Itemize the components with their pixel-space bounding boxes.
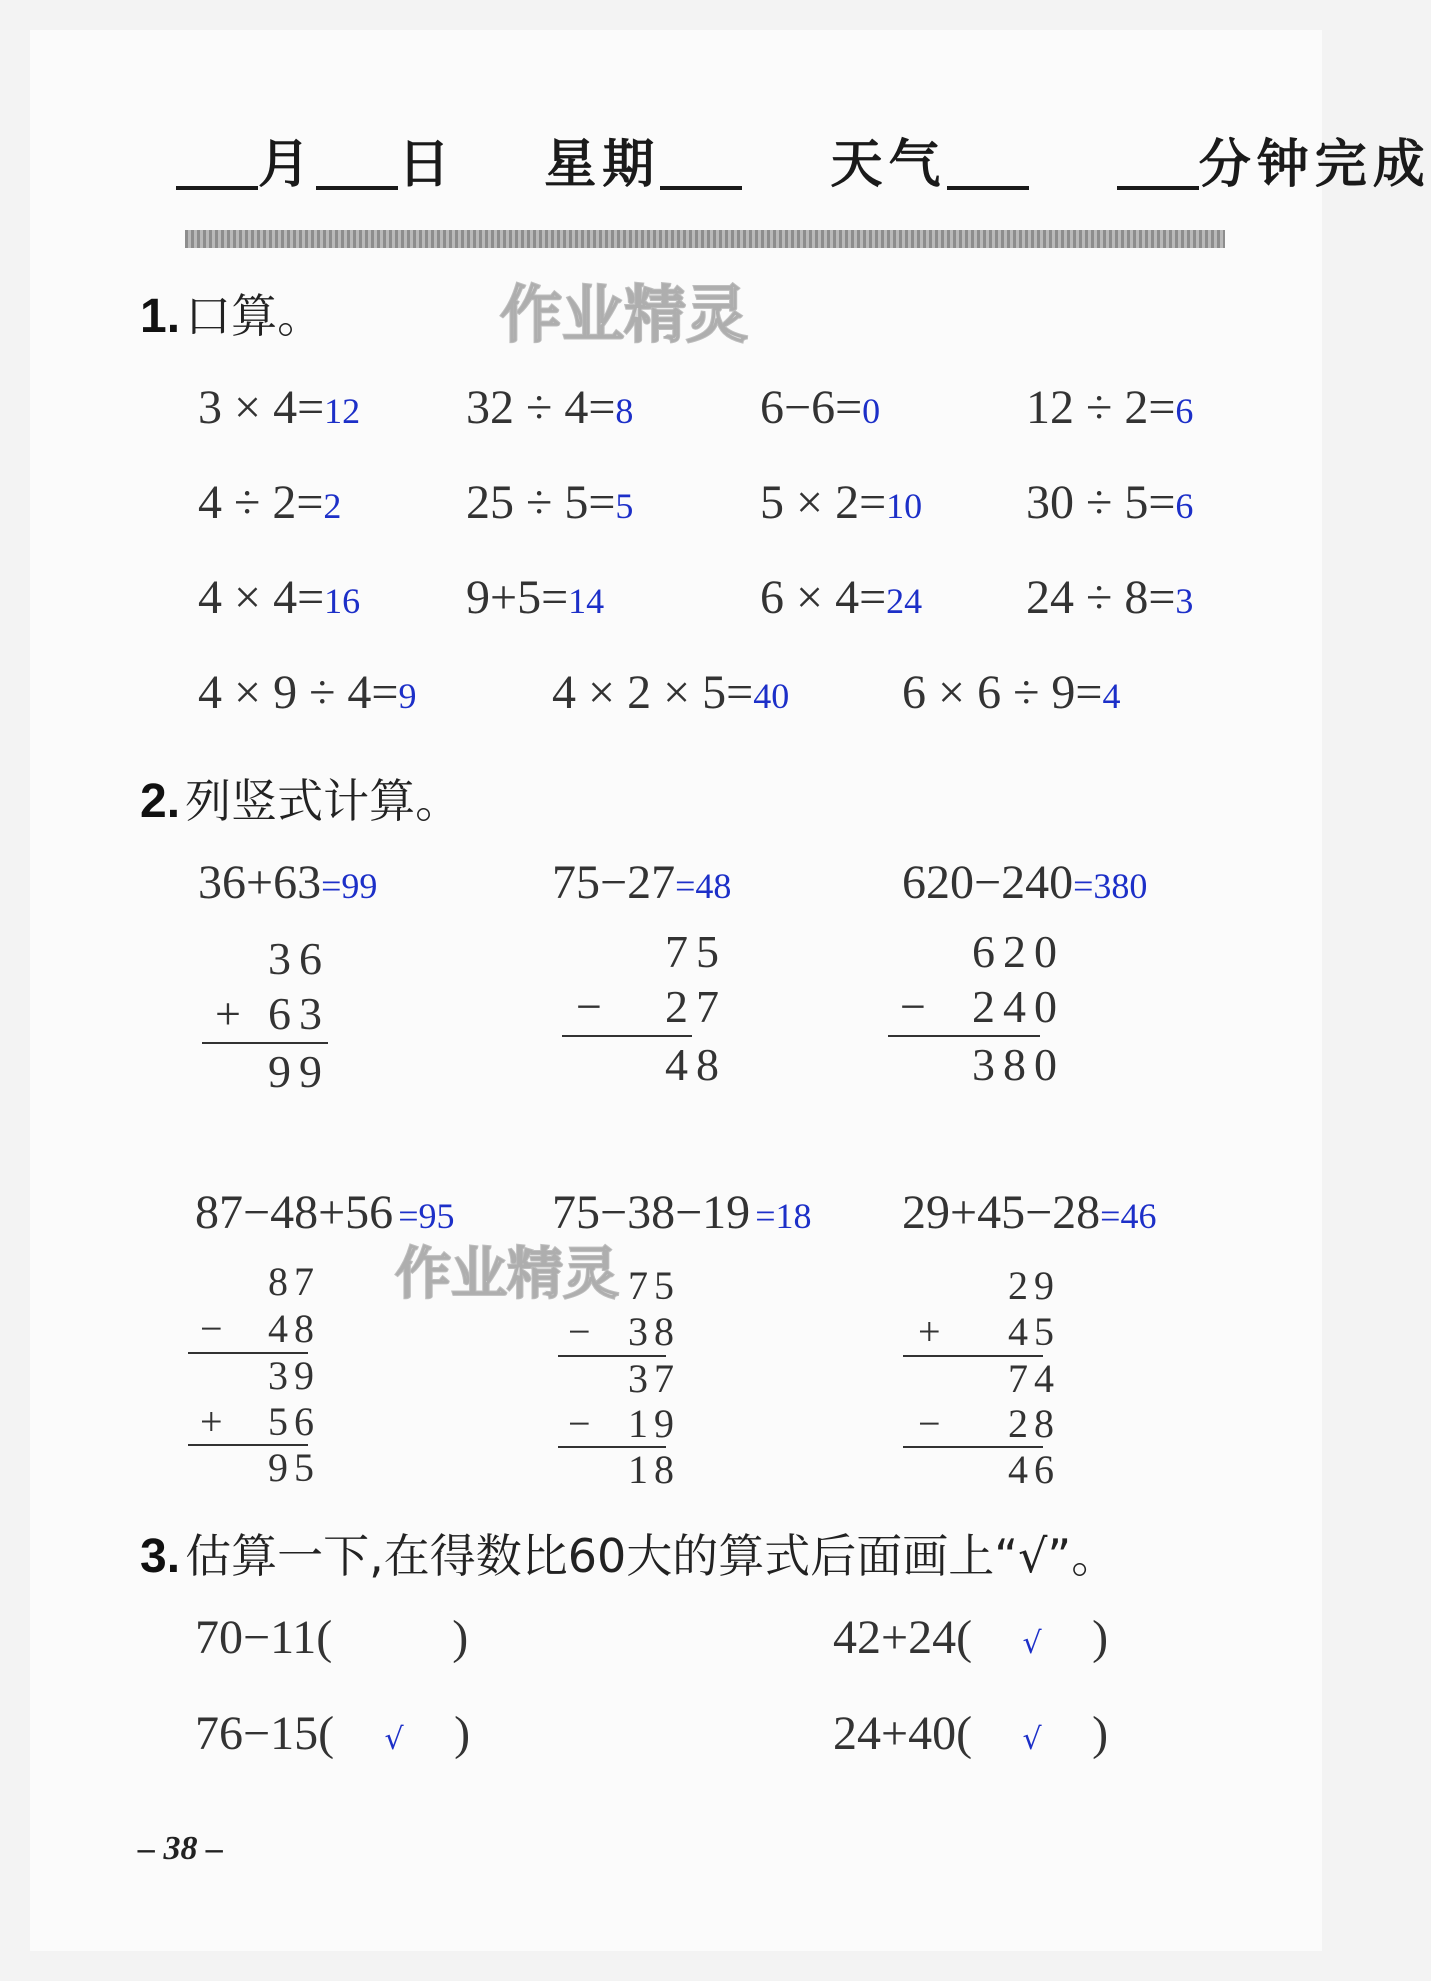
vertical-operator: − xyxy=(900,981,934,1032)
vertical-problem-title: 620−240=380 xyxy=(902,856,1148,909)
answer: 0 xyxy=(862,391,881,431)
vertical-third: 19 xyxy=(628,1401,680,1446)
vertical-second: 48 xyxy=(268,1306,320,1351)
vertical-second: 63 xyxy=(268,988,330,1039)
header-divider xyxy=(185,230,1225,248)
vertical-second: 240 xyxy=(972,981,1065,1032)
vertical-top: 75 xyxy=(628,1263,680,1308)
vertical-second: 45 xyxy=(1008,1309,1060,1354)
vertical-operator: + xyxy=(918,1309,947,1354)
check-mark: √ xyxy=(1022,1722,1042,1757)
vertical-result: 18 xyxy=(628,1447,680,1492)
vertical-line xyxy=(562,1035,692,1037)
vertical-operator: − xyxy=(200,1306,229,1351)
vertical-operator: − xyxy=(568,1309,597,1354)
answer: 40 xyxy=(753,676,790,716)
section3-heading xyxy=(140,1520,1117,1586)
mental-math-item: 3 × 4=12 xyxy=(198,381,361,434)
vertical-operator: − xyxy=(918,1401,947,1446)
estimate-item: 70−11( ) xyxy=(195,1611,469,1664)
answer: 4 xyxy=(1102,676,1121,716)
mental-math-item: 24 ÷ 8=3 xyxy=(1026,571,1194,624)
vertical-top: 75 xyxy=(665,926,727,977)
answer: =95 xyxy=(398,1196,455,1236)
vertical-operator: − xyxy=(568,1401,597,1446)
vertical-problem-title: 36+63=99 xyxy=(198,856,378,909)
vertical-top: 36 xyxy=(268,933,330,984)
section2-number: 2. xyxy=(140,775,181,828)
vertical-problem-title: 75−27=48 xyxy=(552,856,732,909)
answer: 24 xyxy=(886,581,923,621)
vertical-mid: 74 xyxy=(1008,1356,1060,1401)
vertical-mid: 39 xyxy=(268,1353,320,1398)
date-header xyxy=(176,122,1431,197)
check-mark: √ xyxy=(384,1722,404,1757)
worksheet-page xyxy=(30,30,1431,1951)
mental-math-item: 6 × 6 ÷ 9=4 xyxy=(902,666,1121,719)
vertical-mid: 37 xyxy=(628,1356,680,1401)
answer: 2 xyxy=(323,486,342,526)
vertical-top: 620 xyxy=(972,926,1065,977)
vertical-top: 29 xyxy=(1008,1263,1060,1308)
section2-title: 列竖式计算。 xyxy=(185,774,462,828)
section1-heading xyxy=(140,280,323,346)
month-label: 月 xyxy=(258,135,317,195)
vertical-operator: − xyxy=(576,981,610,1032)
vertical-line xyxy=(202,1042,328,1044)
minutes-label: 分钟完成 xyxy=(1198,135,1431,195)
answer: 6 xyxy=(1175,486,1194,526)
vertical-third: 56 xyxy=(268,1399,320,1444)
page-number: – 38 – xyxy=(138,1830,223,1867)
mental-math-item: 9+5=14 xyxy=(466,571,605,624)
minutes-blank xyxy=(1117,142,1199,190)
watermark: 作业精灵 xyxy=(395,1242,619,1307)
mental-math-item: 4 × 9 ÷ 4=9 xyxy=(198,666,417,719)
answer: 9 xyxy=(398,676,417,716)
answer: =46 xyxy=(1100,1196,1157,1236)
weekday-blank xyxy=(660,142,742,190)
mental-math-item: 4 ÷ 2=2 xyxy=(198,476,342,529)
mental-math-item: 4 × 4=16 xyxy=(198,571,361,624)
vertical-problem-title: 87−48+56 =95 xyxy=(195,1186,455,1239)
mental-math-item: 12 ÷ 2=6 xyxy=(1026,381,1194,434)
vertical-top: 87 xyxy=(268,1259,320,1304)
mental-math-item: 25 ÷ 5=5 xyxy=(466,476,634,529)
vertical-line xyxy=(888,1035,1040,1037)
vertical-third: 28 xyxy=(1008,1401,1060,1446)
answer: =48 xyxy=(675,866,732,906)
mental-math-item: 4 × 2 × 5=40 xyxy=(552,666,790,719)
vertical-result: 48 xyxy=(665,1039,727,1090)
mental-math-item: 6 × 4=24 xyxy=(760,571,923,624)
check-mark: √ xyxy=(1022,1626,1042,1661)
vertical-operator: + xyxy=(200,1399,229,1444)
mental-math-item: 5 × 2=10 xyxy=(760,476,923,529)
section3-title: 估算一下,在得数比60大的算式后面画上“√”。 xyxy=(185,1529,1118,1583)
answer: 8 xyxy=(615,391,634,431)
estimate-item: 42+24( √ ) xyxy=(833,1611,1109,1664)
answer: =99 xyxy=(321,866,378,906)
section1-title: 口算。 xyxy=(185,289,324,343)
mental-math-item: 30 ÷ 5=6 xyxy=(1026,476,1194,529)
weather-label: 天气 xyxy=(830,135,947,195)
vertical-problem-title: 75−38−19 =18 xyxy=(552,1186,812,1239)
answer: 6 xyxy=(1175,391,1194,431)
estimate-item: 76−15( √ ) xyxy=(195,1707,471,1760)
answer: 14 xyxy=(568,581,605,621)
vertical-second: 27 xyxy=(665,981,727,1032)
section1-number: 1. xyxy=(140,290,181,343)
vertical-result: 380 xyxy=(972,1039,1065,1090)
answer: =18 xyxy=(755,1196,812,1236)
answer: 16 xyxy=(324,581,361,621)
answer: 12 xyxy=(324,391,361,431)
vertical-second: 38 xyxy=(628,1309,680,1354)
vertical-result: 95 xyxy=(268,1445,320,1490)
answer: 10 xyxy=(886,486,923,526)
vertical-operator: + xyxy=(215,988,249,1039)
estimate-item: 24+40( √ ) xyxy=(833,1707,1109,1760)
section2-heading xyxy=(140,765,461,831)
mental-math-item: 32 ÷ 4=8 xyxy=(466,381,634,434)
weekday-label: 星期 xyxy=(544,135,661,195)
mental-math-item: 6−6=0 xyxy=(760,381,881,434)
day-label: 日 xyxy=(398,135,457,195)
answer: =380 xyxy=(1073,866,1148,906)
day-blank xyxy=(316,142,398,190)
weather-blank xyxy=(947,142,1029,190)
month-blank xyxy=(176,142,258,190)
section3-number: 3. xyxy=(140,1530,181,1583)
watermark: 作业精灵 xyxy=(500,278,749,351)
vertical-result: 99 xyxy=(268,1046,330,1097)
vertical-result: 46 xyxy=(1008,1447,1060,1492)
vertical-problem-title: 29+45−28=46 xyxy=(902,1186,1157,1239)
answer: 5 xyxy=(615,486,634,526)
answer: 3 xyxy=(1175,581,1194,621)
